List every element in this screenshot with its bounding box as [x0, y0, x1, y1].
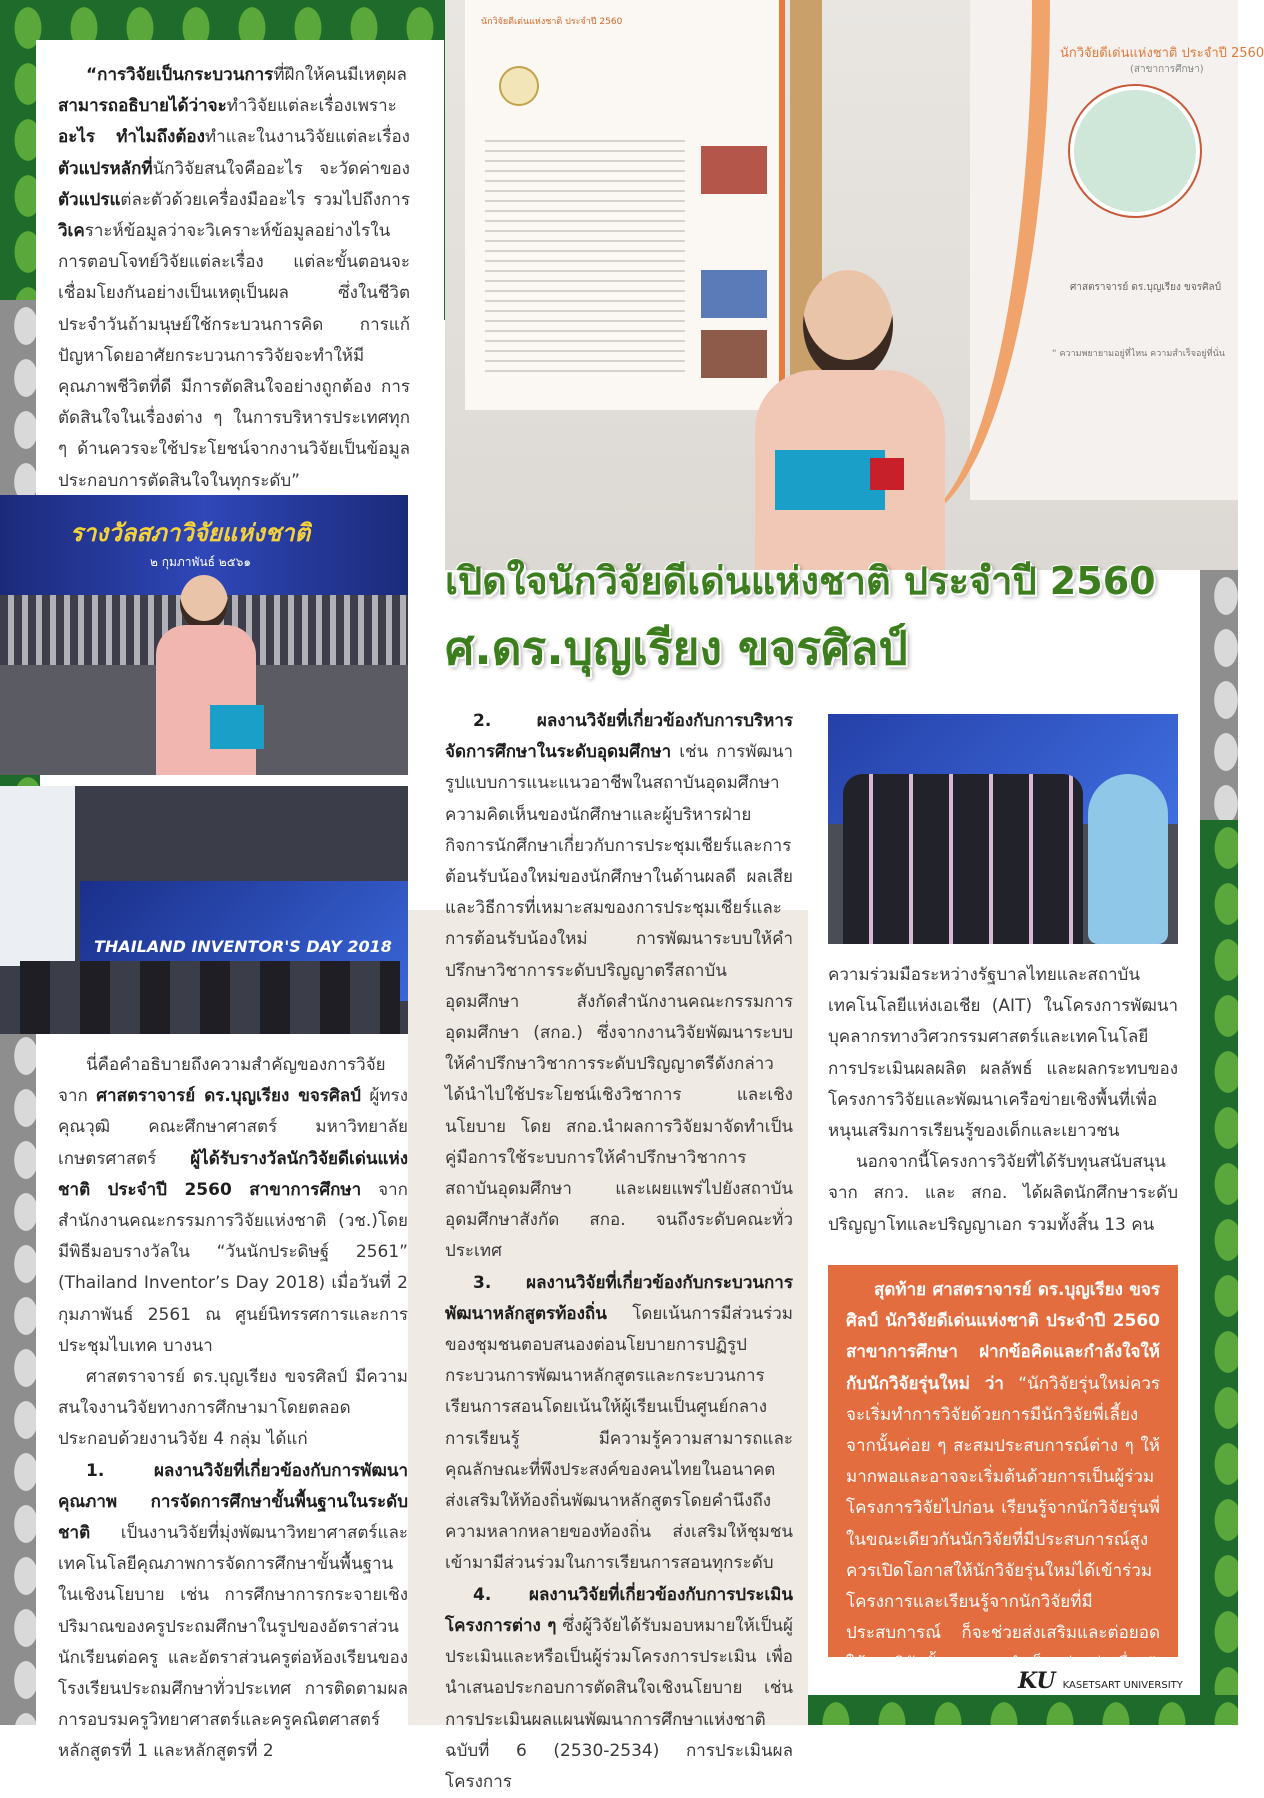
mid-p1-t: เช่น การพัฒนารูปแบบการแนะแนวอาชีพในสถาบันอุดมศึกษา ความคิดเห็นของนักศึกษาและผู้บริหารฝ่ายกิจการนักศึกษาเกี่ยวกับการประชุมเชียร์และการต้อนรับน้องใหม่ของนักศึกษาในด้านผลดี ผลเสีย และวิธีการที่เหมาะสมของการประชุมเชียร์และการต้อนรับน้องใหม่ การพัฒนาระบบให้คำปรึกษาวิชาการระดับปริญญาตรีสถาบันอุดมศึกษา สังกัดสำนักงานคณะกรรมการอุดมศึกษา (สกอ.) ซึ่งจากงานวิจัยพัฒนาระบบให้คำปรึกษาวิชาการระดับปริญญาตรีดังกล่าว ได้นำไปใช้ประโยชน์เชิงวิชาการ และเชิงนโยบาย โดย สกอ.นำผลการวิจัยมาจัดทำเป็นคู่มือการใช้ระบบการให้คำปรึกษาวิชาการสถาบันอุดมศึกษา และเผยแพร่ไปยังสถาบันอุดมศึกษาสังกัด สกอ. จนถึงระดับคณะทั่วประเทศ: [445, 742, 793, 1262]
mid-para-3: [445, 1580, 793, 1798]
quote-bold-2: สามารถอธิบายได้ว่าจะ: [58, 96, 227, 117]
board-header: นักวิจัยดีเด่นแห่งชาติ ประจำปี 2560: [481, 17, 623, 27]
hero-photo: [445, 0, 1264, 570]
inventor-banner-text: THAILAND INVENTOR'S DAY 2018: [94, 937, 392, 956]
poster-portrait: [1070, 86, 1200, 216]
poster-quote: “ ความพยายามอยู่ที่ไหน ความสำเร็จอยู่ที่นั่น: [1052, 349, 1225, 359]
award-photo: [0, 495, 408, 775]
screen: [0, 786, 75, 966]
pattern-left-strip: [0, 300, 40, 500]
person-box: [870, 458, 904, 490]
board-photo-1: [701, 146, 767, 194]
award-banner-text: รางวัลสภาวิจัยแห่งชาติ: [70, 519, 311, 547]
left-p1-a: นี่คือคำอธิบายถึงความสำคัญของการวิจัยจาก: [58, 1055, 386, 1107]
pattern-left-bottom: [0, 1030, 40, 1725]
inventor-photo: [0, 786, 408, 1034]
mid-p1-b: 2. ผลงานวิจัยที่เกี่ยวข้องกับการบริหารจัดการศึกษาในระดับอุดมศึกษา: [445, 711, 793, 763]
closing-quote-box: [828, 1265, 1178, 1675]
footer: [1018, 1668, 1198, 1692]
mid-p2-t: โดยเน้นการมีส่วนร่วมของชุมชนตอบสนองต่อนโยบายการปฏิรูปกระบวนการพัฒนาหลักสูตรและกระบวนการเรียนการสอนโดยเน้นให้ผู้เรียนเป็นศูนย์กลางการเรียนรู้ มีความรู้ความสามารถและคุณลักษณะที่พึงประสงค์ของคนไทยในอนาคต ส่งเสริมให้ท้องถิ่นพัฒนาหลักสูตรโดยคำนึงถึงความหลากหลายของท้องถิ่น ส่งเสริมให้ชุมชนเข้ามามีส่วนร่วมในการเรียนการสอนทุกระดับ: [445, 1303, 793, 1574]
left-p1-c: ผู้ทรงคุณวุฒิ คณะศึกษาศาสตร์ มหาวิทยาลัยเกษตรศาสตร์: [58, 1086, 408, 1169]
mid-p3-t: ซึ่งผู้วิจัยได้รับมอบหมายให้เป็นผู้ประเมินและหรือเป็นผู้ร่วมโครงการประเมิน เพื่อนำเสนอประกอบการตัดสินใจเชิงนโยบาย เช่น การประเมินผลแผนพัฒนาการศึกษาแห่งชาติ ฉบับที่ 6 (2530-2534) การประเมินผลโครงการ: [445, 1615, 793, 1792]
quote-bold-1: “การวิจัยเป็นกระบวนการ: [86, 65, 274, 85]
award-person-body: [156, 625, 256, 775]
quote-text-2: ทำวิจัยแต่ละเรื่องเพราะ: [226, 96, 397, 117]
quote-bold-4: ตัวแปรหลักที่: [58, 158, 153, 179]
person-figure: [745, 270, 955, 570]
quote-text-6: ราะห์ข้อมูลว่าจะวิเคราะห์ข้อมูลอย่างไรในการตอบโจทย์วิจัยแต่ละเรื่อง แต่ละขั้นตอนจะเชื่อมโยงกันอย่างเป็นเหตุเป็นผล ซึ่งในชีวิตประจำวันถ้ามนุษย์ใช้กระบวนการคิด การแก้ปัญหาโดยอาศัยกระบวนการวิจัยจะทำให้มีคุณภาพชีวิตที่ดี มีการตัดสินใจอย่างถูกต้อง การตัดสินใจในเรื่องต่าง ๆ ในการบริหารประเทศทุก ๆ ด้านควรจะใช้ประโยชน์จากงานวิจัยเป็นข้อมูลประกอบการตัดสินใจในทุกระดับ”: [58, 221, 410, 491]
left-column: [58, 1050, 408, 1768]
quote-text-1: ที่ฝึกให้คนมีเหตุผล: [273, 65, 407, 85]
closing-quote: [846, 1275, 1160, 1681]
quote-text-3: ทำและในงานวิจัยแต่ละเรื่อง: [204, 127, 410, 148]
quote-bold-5: ตัวแปรแ: [58, 189, 121, 210]
ku-logo: KU: [1018, 1668, 1056, 1694]
footer-university: KASETSART UNIVERSITY: [1062, 1680, 1183, 1691]
quote-text-5: ต่ละตัวด้วยเครื่องมืออะไร รวมไปถึงการ: [120, 189, 410, 210]
left-para-2: ศาสตราจารย์ ดร.บุญเรียง ขจรศิลป์ มีความสนใจงานวิจัยทางการศึกษามาโดยตลอด ประกอบด้วยงานวิจัย 4 กลุ่ม ได้แก่: [58, 1367, 408, 1450]
left-para-1: [58, 1050, 408, 1362]
middle-column: [445, 706, 793, 1798]
left-p1-b: ศาสตราจารย์ ดร.บุญเรียง ขจรศิลป์: [96, 1086, 361, 1107]
poster-sub: (สาขาการศึกษา): [1130, 64, 1204, 75]
pattern-bottom: [808, 1695, 1238, 1725]
award-person-head: [180, 575, 228, 631]
left-p1-e: จากสำนักงานคณะกรรมการวิจัยแห่งชาติ (วช.)โดยมีพิธีมอบรางวัลใน “วันนักประดิษฐ์ 2561” (Thailand Inventor’s Day 2018) เมื่อวันที่ 2 กุมภาพันธ์ 2561 ณ ศูนย์นิทรรศการและการประชุมไบเทค บางนา: [58, 1179, 408, 1356]
left-p3-b: 1. ผลงานวิจัยที่เกี่ยวข้องกับการพัฒนาคุณภาพ การจัดการศึกษาขั้นพื้นฐานในระดับชาติ: [58, 1460, 408, 1544]
closing-quote-bold: สุดท้าย ศาสตราจารย์ ดร.บุญเรียง ขจรศิลป์ นักวิจัยดีเด่นแห่งชาติ ประจำปี 2560 สาขาการศึกษา ฝากข้อคิดและกำลังใจให้กับนักวิจัยรุ่นใหม่ ว่า: [846, 1280, 1160, 1394]
panel-guests: [20, 961, 400, 1034]
quote-bold-6: วิเค: [58, 221, 85, 242]
right-column: [828, 960, 1178, 1241]
display-board: [465, 0, 785, 410]
mid-p3-b: 4. ผลงานวิจัยที่เกี่ยวข้องกับการประเมินโครงการต่าง ๆ: [445, 1584, 793, 1636]
intro-quote: [58, 60, 410, 497]
person-folder: [775, 450, 885, 510]
right-para-2: นอกจากนี้โครงการวิจัยที่ได้รับทุนสนับสนุนจาก สกว. และ สกอ. ได้ผลิตนักศึกษาระดับปริญญาโทและปริญญาเอก รวมทั้งสิ้น 13 คน: [828, 1152, 1178, 1235]
poster-name: ศาสตราจารย์ ดร.บุญเรียง ขจรศิลป์: [1070, 282, 1221, 293]
mid-p2-b: 3. ผลงานวิจัยที่เกี่ยวข้องกับกระบวนการพัฒนาหลักสูตรท้องถิ่น: [445, 1272, 793, 1324]
mascot: [1088, 774, 1168, 944]
poster-header: นักวิจัยดีเด่นแห่งชาติ ประจำปี 2560: [1060, 46, 1264, 61]
award-person: [150, 575, 260, 775]
pattern-right-bottom: [1200, 820, 1238, 1725]
board-emblem-icon: [499, 66, 539, 106]
award-person-folder: [210, 705, 264, 749]
person-head: [803, 270, 893, 380]
group-photo: [828, 714, 1178, 944]
quote-bold-3: อะไร ทำไมถึงต้อง: [58, 127, 205, 148]
right-para-1: ความร่วมมือระหว่างรัฐบาลไทยและสถาบันเทคโนโลยีแห่งเอเชีย (AIT) ในโครงการพัฒนาบุคลากรทางวิศวกรรมศาสตร์และเทคโนโลยี การประเมินผลผลิต ผลลัพธ์ และผลกระทบของโครงการวิจัยและพัฒนาเครือข่ายเชิงพื้นที่เพื่อหนุนเสริมการเรียนรู้ของเด็กและเยาวชน: [828, 965, 1178, 1142]
left-p1-d: ผู้ได้รับรางวัลนักวิจัยดีเด่นแห่งชาติ ประจำปี 2560 สาขาการศึกษา: [58, 1148, 408, 1200]
mid-para-1: [445, 706, 793, 1268]
mid-para-2: [445, 1268, 793, 1580]
page-subtitle: ศ.ดร.บุญเรียง ขจรศิลป์: [445, 621, 908, 675]
quote-text-4: นักวิจัยสนใจคืออะไร จะวัดค่าของ: [152, 158, 410, 179]
page-title: เปิดใจนักวิจัยดีเด่นแห่งชาติ ประจำปี 2560: [445, 559, 1156, 603]
closing-quote-text: “นักวิจัยรุ่นใหม่ควรจะเริ่มทำการวิจัยด้วยการมีนักวิจัยพี่เลี้ยง จากนั้นค่อย ๆ สะสมประสบการณ์ต่าง ๆ ให้มากพอและอาจจะเริ่มต้นด้วยการเป็นผู้ร่วมโครงการวิจัยไปก่อน เรียนรู้จากนักวิจัยรุ่นพี่ ในขณะเดียวกันนักวิจัยที่มีประสบการณ์สูง ควรเปิดโอกาสให้นักวิจัยรุ่นใหม่ได้เข้าร่วมโครงการและเรียนรู้จากนักวิจัยที่มีประสบการณ์ ก็จะช่วยส่งเสริมและต่อยอดให้งานวิจัยนั้นบรรลุผลสำเร็จอย่างต่อเนื่อง”: [846, 1373, 1160, 1675]
poster: [970, 0, 1264, 500]
board-text-lines: [485, 140, 685, 380]
left-para-3: [58, 1456, 408, 1768]
award-banner-date: ๒ กุมภาพันธ์ ๒๕๖๑: [150, 555, 252, 569]
group-people: [843, 774, 1083, 944]
pattern-right-strip: [1200, 570, 1238, 830]
left-p3-t: เป็นงานวิจัยที่มุ่งพัฒนาวิทยาศาสตร์และเทคโนโลยีคุณภาพการจัดการศึกษาขั้นพื้นฐานในเชิงนโยบาย เช่น การศึกษาการกระจายเชิงปริมาณของครูประถมศึกษาในรูปของอัตราส่วนนักเรียนต่อครู และอัตราส่วนครูต่อห้องเรียนของโรงเรียนประถมศึกษาทั่วประเทศ การติดตามผลการอบรมครูวิทยาศาสตร์และครูคณิตศาสตร์ หลักสูตรที่ 1 และหลักสูตรที่ 2: [58, 1523, 408, 1762]
